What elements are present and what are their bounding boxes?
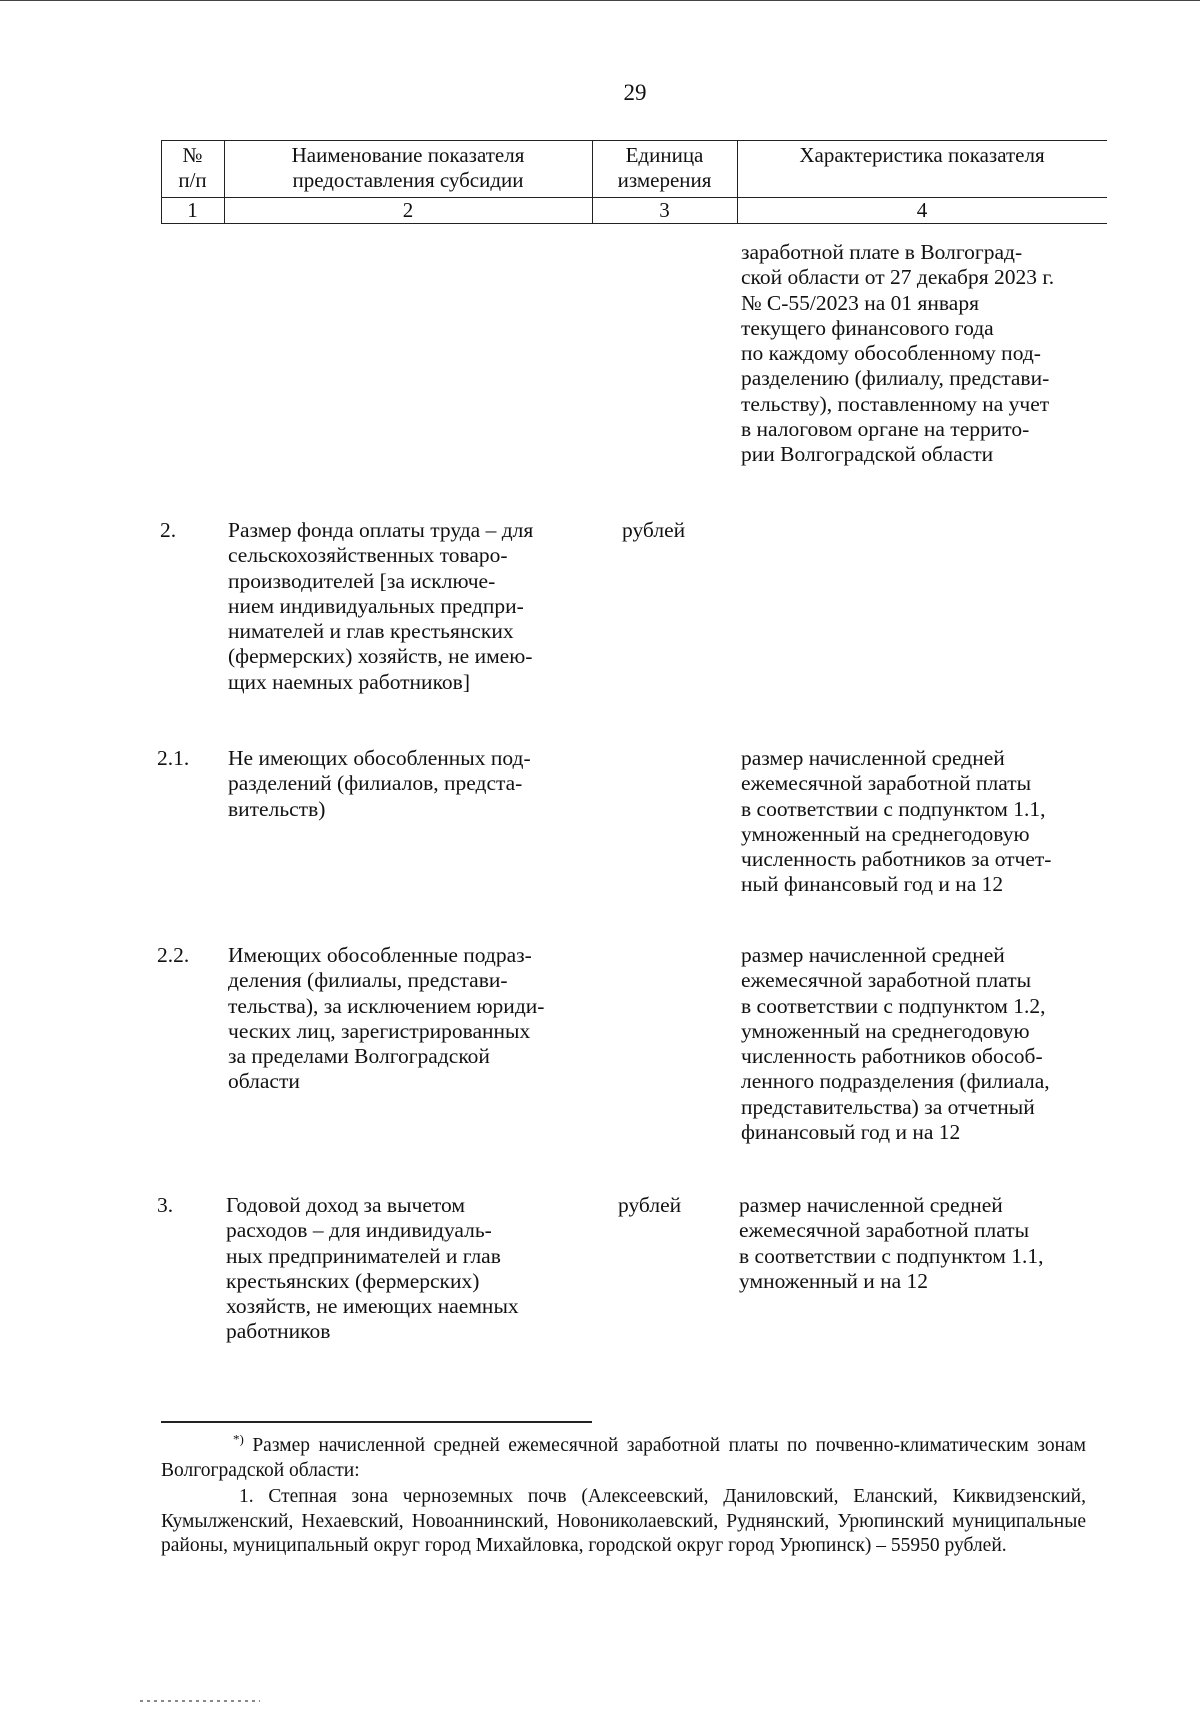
row-unit: рублей xyxy=(622,518,686,542)
continuation-characteristic: заработной плате в Волгоград- ской области от 27 декабря 2023 г. № С-55/2023 на 01 января текущего финансового года по каждому обособленному под- разделению (филиалу, представи- тельству), поставленному на учет в налоговом органе на террито- рии Волгоградской области xyxy=(741,240,1055,467)
row-number: 2.1. xyxy=(157,746,190,770)
scan-top-border xyxy=(0,0,1200,1)
row-characteristic: размер начисленной средней ежемесячной заработной платы в соответствии с подпунктом 1.2, умноженный на среднегодовую численность работников обособ- ленного подразделения (филиала, представительства) за отчетный финансовый год и на 12 xyxy=(741,943,1050,1145)
row-name: Размер фонда оплаты труда – для сельскохозяйственных товаро- производителей [за исключе- нием индивидуальных предпри- нимателей и глав крестьянских (фермерских) хозяйств, не имею- щих наемных работников] xyxy=(228,518,534,694)
page-number: 29 xyxy=(623,80,647,105)
scan-artifact xyxy=(140,1700,260,1702)
header-num-4: 4 xyxy=(916,198,928,222)
header-num-3: 3 xyxy=(659,198,670,222)
row-characteristic: размер начисленной средней ежемесячной заработной платы в соответствии с подпунктом 1.1, умноженный на среднегодовую численность работников за отчет- ный финансовый год и на 12 xyxy=(741,746,1052,897)
row-number: 2.2. xyxy=(157,943,190,967)
row-unit: рублей xyxy=(618,1193,682,1217)
row-name: Не имеющих обособленных под- разделений (филиалов, предста- вительств) xyxy=(228,746,531,821)
row-number: 3. xyxy=(157,1193,174,1217)
header-bottom-rule xyxy=(161,223,1107,224)
row-number: 2. xyxy=(160,518,177,542)
footnote-mark: *) xyxy=(233,1431,244,1447)
footnote-intro-text: Размер начисленной средней ежемесячной заработной платы по почвенно-климатическим зонам Волгоградской области: xyxy=(161,1435,1086,1481)
header-num-1: 1 xyxy=(187,198,198,222)
footnote-intro xyxy=(161,1431,1086,1483)
row-characteristic: размер начисленной средней ежемесячной заработной платы в соответствии с подпунктом 1.1, умноженный и на 12 xyxy=(739,1193,1044,1293)
header-col-characteristic: Характеристика показателя xyxy=(799,143,1045,167)
row-name: Имеющих обособленные подраз- деления (филиалы, представи- тельства), за исключением юриди- ческих лиц, зарегистрированных за пределами Волгоградской области xyxy=(228,943,545,1094)
row-name: Годовой доход за вычетом расходов – для индивидуаль- ных предпринимателей и глав крестьянских (фермерских) хозяйств, не имеющих наемных работников xyxy=(226,1193,519,1344)
header-num-2: 2 xyxy=(402,198,414,222)
header-top-rule xyxy=(161,140,1107,141)
header-col-unit: Единица измерения xyxy=(617,143,712,192)
header-col-name: Наименование показателя предоставления субсидии xyxy=(291,143,525,192)
footnote-item-1: 1. Степная зона черноземных почв (Алексеевский, Даниловский, Еланский, Киквидзенский, Кумылженский, Нехаевский, Новоаннинский, Новониколаевский, Руднянский, Урюпинский муниципальные районы, муниципальный округ город Михайловка, городской округ город Урюпинск) – 55950 рублей. xyxy=(161,1486,1086,1556)
footnote-separator xyxy=(161,1421,592,1423)
header-col-number: № п/п xyxy=(178,143,207,192)
